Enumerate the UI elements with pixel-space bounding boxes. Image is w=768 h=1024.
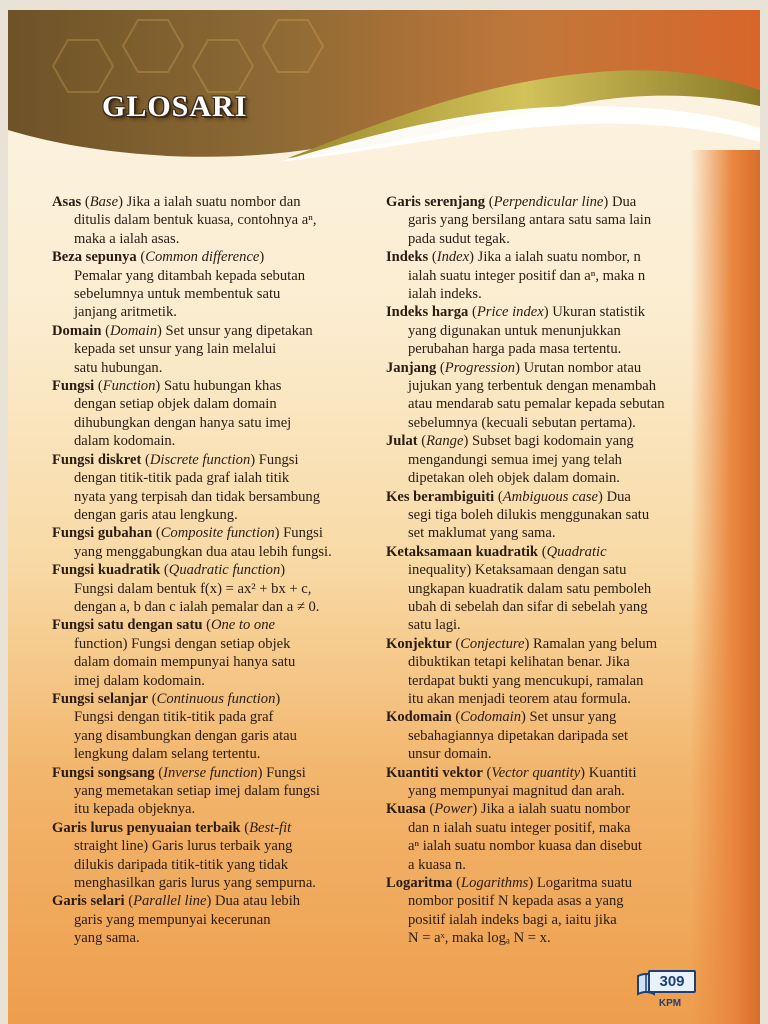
entry-line <box>386 524 698 542</box>
entry-line: Logaritma (Logarithms) Logaritma suatu <box>386 875 633 892</box>
entry-line <box>52 303 372 321</box>
entry-line <box>52 432 372 450</box>
entry-line <box>52 285 372 303</box>
definition-text: Jika a ialah suatu nombor dan <box>126 194 301 210</box>
entry-line: Fungsi gubahan (Composite function) Fungsi <box>52 525 323 542</box>
entry-line <box>52 708 372 726</box>
glossary-entry <box>52 451 372 525</box>
glossary-entry <box>386 874 698 948</box>
entry-line: Konjektur (Conjecture) Ramalan yang belum <box>386 635 658 652</box>
english-term: Progression <box>444 359 516 376</box>
entry-line: Fungsi satu dengan satu (One to one <box>52 617 276 634</box>
entry-line <box>52 782 372 800</box>
glossary-term: Kodomain <box>386 709 452 726</box>
glossary-term: Fungsi satu dengan satu <box>52 617 203 634</box>
glossary-entry <box>386 303 698 358</box>
definition-text: function) Fungsi dengan setiap objek <box>74 635 291 652</box>
decorative-side-strip <box>690 150 760 1024</box>
entry-line <box>386 285 698 303</box>
entry-line <box>52 598 372 616</box>
entry-line <box>386 690 698 708</box>
definition-text: yang mempunyai magnitud dan arah. <box>408 783 625 799</box>
entry-line: Janjang (Progression) Urutan nombor atau <box>386 359 642 376</box>
definition-text: yang digunakan untuk menunjukkan <box>408 322 621 339</box>
definition-text: kepada set unsur yang lain melalui <box>74 341 277 358</box>
entry-line <box>386 856 698 874</box>
entry-line: Ketaksamaan kuadratik (Quadratic <box>386 543 607 560</box>
glossary-entry <box>52 690 372 764</box>
glossary-right-column <box>386 193 698 948</box>
entry-line <box>386 580 698 598</box>
entry-line <box>52 506 372 524</box>
definition-text: Satu hubungan khas <box>163 378 282 395</box>
entry-line <box>52 359 372 377</box>
entry-line <box>52 635 372 653</box>
glossary-term: Logaritma <box>386 875 453 892</box>
entry-line: Indeks harga (Price index) Ukuran statistik <box>386 304 646 321</box>
definition-text: satu lagi. <box>408 617 461 634</box>
english-term: Continuous function <box>156 690 276 707</box>
glossary-entry <box>386 248 698 303</box>
english-term: Common difference <box>145 249 260 266</box>
entry-line: Julat (Range) Subset bagi kodomain yang <box>386 433 634 450</box>
english-term: Logarithms <box>461 875 529 892</box>
glossary-entry <box>386 359 698 433</box>
entry-line <box>52 230 372 248</box>
entry-line <box>386 267 698 285</box>
entry-line <box>52 580 372 598</box>
glossary-term: Garis serenjang <box>386 194 486 210</box>
definition-text: yang menggabungkan dua atau lebih fungsi. <box>74 543 332 560</box>
definition-text: dengan titik-titik pada graf ialah titik <box>74 470 290 487</box>
entry-line: Fungsi (Function) Satu hubungan khas <box>52 378 282 395</box>
definition-text: dalam kodomain. <box>74 433 176 450</box>
glossary-entry <box>52 524 372 561</box>
definition-text: Fungsi <box>258 451 299 468</box>
glossary-term: Julat <box>386 433 418 450</box>
entry-line <box>386 745 698 763</box>
glossary-entry <box>52 377 372 451</box>
entry-line: Kuantiti vektor (Vector quantity) Kuantiti <box>386 764 637 781</box>
definition-text: straight line) Garis lurus terbaik yang <box>74 838 293 855</box>
entry-line: Asas (Base) Jika a ialah suatu nombor dan <box>52 194 301 210</box>
definition-text: pada sudut tegak. <box>408 230 510 247</box>
glossary-entry <box>52 561 372 616</box>
definition-text: Fungsi <box>266 764 306 781</box>
entry-line: Kodomain (Codomain) Set unsur yang <box>386 709 617 726</box>
glossary-entry <box>386 764 698 801</box>
definition-text: garis yang mempunyai kecerunan <box>74 911 271 928</box>
definition-text: Ramalan yang belum <box>533 635 658 652</box>
definition-text: Jika a ialah suatu nombor <box>480 801 631 818</box>
glossary-term: Indeks <box>386 249 429 266</box>
definition-text: Urutan nombor atau <box>523 359 642 376</box>
entry-line <box>386 672 698 690</box>
glossary-entry <box>52 322 372 377</box>
entry-line <box>386 451 698 469</box>
entry-line: Beza sepunya (Common difference) <box>52 249 265 266</box>
definition-text: Set unsur yang <box>529 709 617 726</box>
definition-text: dalam domain mempunyai hanya satu <box>74 654 296 671</box>
entry-line <box>52 211 372 229</box>
english-term: Function <box>102 378 156 395</box>
entry-line <box>52 488 372 506</box>
glossary-term: Kes berambiguiti <box>386 488 495 505</box>
entry-line: Kuasa (Power) Jika a ialah suatu nombor <box>386 801 631 818</box>
glossary-entry <box>386 543 698 635</box>
entry-line: Fungsi songsang (Inverse function) Fungsi <box>52 764 306 781</box>
english-term: Vector quantity <box>491 764 581 781</box>
definition-text: dipetakan oleh objek dalam domain. <box>408 470 620 487</box>
glossary-term: Fungsi diskret <box>52 451 142 468</box>
english-term: Parallel line <box>133 893 207 910</box>
entry-line <box>386 322 698 340</box>
definition-text: aⁿ ialah suatu nombor kuasa dan disebut <box>408 838 642 855</box>
entry-line <box>386 616 698 634</box>
entry-line: Garis lurus penyuaian terbaik (Best-fit <box>52 819 292 836</box>
entry-line <box>52 837 372 855</box>
definition-text: sebelumnya untuk membentuk satu <box>74 286 281 303</box>
entry-line: Fungsi selanjar (Continuous function) <box>52 690 281 707</box>
publisher-label: KPM <box>658 998 682 1009</box>
entry-line <box>386 414 698 432</box>
definition-text: terdapat bukti yang mencukupi, ramalan <box>408 672 644 689</box>
definition-text: Ukuran statistik <box>552 304 646 321</box>
glossary-term: Fungsi kuadratik <box>52 562 161 579</box>
glossary-term: Konjektur <box>386 635 452 652</box>
definition-text: Dua atau lebih <box>214 893 301 910</box>
english-term: Power <box>434 801 473 818</box>
english-term: Perpendicular line <box>493 194 604 210</box>
definition-text: atau mendarab satu pemalar kepada sebutan <box>408 396 665 413</box>
glossary-term: Asas <box>52 194 82 210</box>
english-term: Inverse function <box>163 764 258 781</box>
definition-text: Jika a ialah suatu nombor, n <box>477 249 641 266</box>
glossary-entry <box>386 635 698 709</box>
glossary-left-column <box>52 193 372 948</box>
entry-line <box>52 395 372 413</box>
definition-text: garis yang bersilang antara satu sama lain <box>408 212 652 229</box>
glossary-entry <box>52 892 372 947</box>
glossary-term: Beza sepunya <box>52 249 137 266</box>
definition-text: Set unsur yang dipetakan <box>165 322 313 339</box>
definition-text: ungkapan kuadratik dalam satu pemboleh <box>408 580 652 597</box>
english-term: Conjecture <box>460 635 525 652</box>
english-term: Quadratic <box>546 543 607 560</box>
page-title: GLOSARI <box>102 90 248 123</box>
glossary-term: Fungsi songsang <box>52 764 155 781</box>
entry-line <box>386 598 698 616</box>
definition-text: Logaritma suatu <box>536 875 633 892</box>
entry-line <box>386 837 698 855</box>
definition-text: Fungsi <box>283 525 323 542</box>
entry-line <box>52 469 372 487</box>
definition-text: menghasilkan garis lurus yang sempurna. <box>74 875 316 892</box>
definition-text: dibuktikan tetapi kelihatan benar. Jika <box>408 654 630 671</box>
entry-line <box>386 211 698 229</box>
glossary-entry <box>386 708 698 763</box>
definition-text: segi tiga boleh dilukis menggunakan satu <box>408 506 650 523</box>
definition-text: set maklumat yang sama. <box>408 525 556 542</box>
definition-text: ubah di sebelah dan sifar di sebelah yang <box>408 598 648 615</box>
english-term: Ambiguous case <box>502 488 599 505</box>
definition-text: itu akan menjadi teorem atau formula. <box>408 690 631 707</box>
entry-line: Fungsi diskret (Discrete function) Fungsi <box>52 451 299 468</box>
definition-text: janjang aritmetik. <box>74 304 177 321</box>
definition-text: dihubungkan dengan hanya satu imej <box>74 414 292 431</box>
entry-line: Garis selari (Parallel line) Dua atau lebih <box>52 893 301 910</box>
glossary-term: Fungsi selanjar <box>52 690 149 707</box>
entry-line <box>386 506 698 524</box>
glossary-term: Kuantiti vektor <box>386 764 483 781</box>
definition-text: positif ialah indeks bagi a, iaitu jika <box>408 911 617 928</box>
entry-line <box>386 653 698 671</box>
glossary-entry <box>52 764 372 819</box>
definition-text: Fungsi dalam bentuk f(x) = ax² + bx + c, <box>74 580 312 597</box>
entry-line <box>52 414 372 432</box>
english-term: Price index <box>476 304 544 321</box>
english-term: Best-fit <box>249 819 292 836</box>
definition-text: nyata yang terpisah dan tidak bersambung <box>74 488 320 505</box>
definition-text: yang sama. <box>74 930 140 947</box>
english-term: Base <box>89 194 119 210</box>
header-banner <box>8 10 760 190</box>
entry-line <box>52 653 372 671</box>
entry-line <box>52 874 372 892</box>
definition-text: imej dalam kodomain. <box>74 672 205 689</box>
glossary-term: Kuasa <box>386 801 426 818</box>
glossary-page <box>8 10 760 1024</box>
entry-line <box>386 727 698 745</box>
entry-line <box>52 543 372 561</box>
definition-text: ialah indeks. <box>408 286 482 303</box>
glossary-term: Domain <box>52 322 102 339</box>
glossary-term: Ketaksamaan kuadratik <box>386 543 539 560</box>
entry-line: Kes berambiguiti (Ambiguous case) Dua <box>386 488 631 505</box>
definition-text: sebelumnya (kecuali sebutan pertama). <box>408 414 636 431</box>
definition-text: ialah suatu integer positif dan aⁿ, maka n <box>408 267 646 284</box>
page-number: 309 <box>648 970 696 993</box>
definition-text: perubahan harga pada masa tertentu. <box>408 341 622 358</box>
english-term: Index <box>436 249 470 266</box>
entry-line <box>386 819 698 837</box>
entry-line <box>52 727 372 745</box>
definition-text: Dua <box>606 488 631 505</box>
definition-text: mengandungi semua imej yang telah <box>408 451 622 468</box>
definition-text: ditulis dalam bentuk kuasa, contohnya aⁿ, <box>74 212 317 229</box>
english-term: One to one <box>210 617 276 634</box>
entry-line <box>52 929 372 947</box>
definition-text: maka a ialah asas. <box>74 230 180 247</box>
entry-line <box>386 911 698 929</box>
definition-text: dengan a, b dan c ialah pemalar dan a ≠ 0. <box>74 598 320 615</box>
definition-text: nombor positif N kepada asas a yang <box>408 893 624 910</box>
english-term: Range <box>426 433 464 450</box>
entry-line <box>52 911 372 929</box>
definition-text: satu hubungan. <box>74 359 163 376</box>
definition-text: Kuantiti <box>588 764 637 781</box>
entry-line <box>386 340 698 358</box>
glossary-term: Janjang <box>386 359 437 376</box>
glossary-entry <box>386 193 698 248</box>
entry-line: Domain (Domain) Set unsur yang dipetakan <box>52 322 313 339</box>
glossary-term: Fungsi <box>52 378 95 395</box>
entry-line <box>386 561 698 579</box>
entry-line <box>386 395 698 413</box>
definition-text: Dua <box>611 194 637 210</box>
definition-text: Subset bagi kodomain yang <box>471 433 634 450</box>
entry-line <box>52 672 372 690</box>
glossary-entry <box>52 616 372 690</box>
entry-line: Indeks (Index) Jika a ialah suatu nombor, n <box>386 249 641 266</box>
entry-line <box>386 929 698 947</box>
glossary-term: Indeks harga <box>386 304 469 321</box>
glossary-entry <box>386 488 698 543</box>
glossary-term: Fungsi gubahan <box>52 525 153 542</box>
entry-line <box>52 800 372 818</box>
entry-line <box>386 782 698 800</box>
page-number-badge <box>636 968 692 1024</box>
entry-line <box>52 267 372 285</box>
entry-line <box>386 230 698 248</box>
definition-text: N = aˣ, maka logₐ N = x. <box>408 930 551 947</box>
definition-text: dengan setiap objek dalam domain <box>74 396 277 413</box>
definition-text: yang disambungkan dengan garis atau <box>74 727 297 744</box>
definition-text: itu kepada objeknya. <box>74 801 196 818</box>
definition-text: sebahagiannya dipetakan daripada set <box>408 727 629 744</box>
glossary-entry <box>386 800 698 874</box>
entry-line: Garis serenjang (Perpendicular line) Dua <box>386 194 637 210</box>
definition-text: dengan garis atau lengkung. <box>74 506 238 523</box>
glossary-term: Garis selari <box>52 893 125 910</box>
definition-text: dan n ialah suatu integer positif, maka <box>408 819 631 836</box>
entry-line <box>386 892 698 910</box>
glossary-entry <box>52 248 372 322</box>
definition-text: Fungsi dengan titik-titik pada graf <box>74 709 274 726</box>
english-term: Discrete function <box>149 451 251 468</box>
english-term: Composite function <box>160 525 275 542</box>
english-term: Codomain <box>460 709 522 726</box>
entry-line <box>386 377 698 395</box>
definition-text: a kuasa n. <box>408 856 466 873</box>
glossary-term: Garis lurus penyuaian terbaik <box>52 819 241 836</box>
english-term: Quadratic function <box>168 562 281 579</box>
definition-text: Pemalar yang ditambah kepada sebutan <box>74 267 305 284</box>
glossary-entry <box>386 432 698 487</box>
entry-line <box>386 469 698 487</box>
definition-text: dilukis daripada titik-titik yang tidak <box>74 856 289 873</box>
glossary-entry <box>52 193 372 248</box>
glossary-entry <box>52 819 372 893</box>
definition-text: lengkung dalam selang tertentu. <box>74 746 261 763</box>
english-term: Domain <box>109 322 158 339</box>
entry-line <box>52 856 372 874</box>
entry-line <box>52 340 372 358</box>
definition-text: jujukan yang terbentuk dengan menambah <box>408 378 657 395</box>
definition-text: yang memetakan setiap imej dalam fungsi <box>74 783 320 799</box>
definition-text: unsur domain. <box>408 746 492 763</box>
entry-line <box>52 745 372 763</box>
entry-line: Fungsi kuadratik (Quadratic function) <box>52 562 286 579</box>
definition-text: inequality) Ketaksamaan dengan satu <box>408 562 627 579</box>
